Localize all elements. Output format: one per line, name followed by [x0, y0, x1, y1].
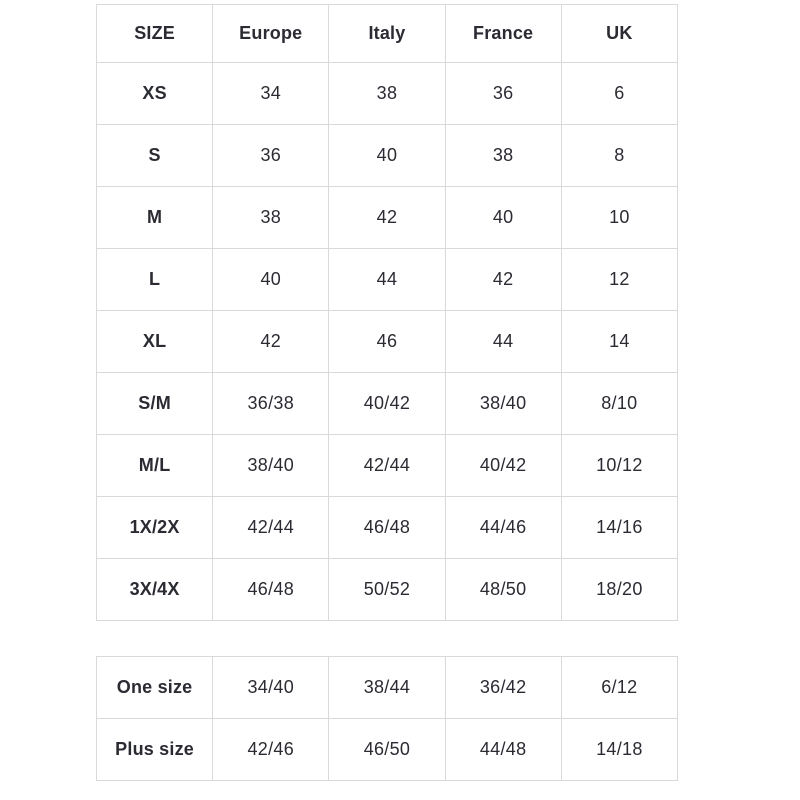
size-value-cell: 34/40 [213, 657, 329, 719]
table-row [97, 187, 678, 249]
size-value-cell: 38 [445, 125, 561, 187]
size-value-cell: 38/40 [445, 373, 561, 435]
size-value-cell: 46/50 [329, 719, 445, 781]
size-value-cell: 36 [445, 63, 561, 125]
size-value-cell: 44 [445, 311, 561, 373]
row-label: L [97, 249, 213, 311]
size-value-cell: 40 [213, 249, 329, 311]
size-value-cell: 38/40 [213, 435, 329, 497]
table-row [97, 373, 678, 435]
row-label: S/M [97, 373, 213, 435]
size-value-cell: 38 [213, 187, 329, 249]
size-conversion-table-main [96, 4, 678, 621]
size-value-cell: 14/18 [561, 719, 677, 781]
column-header-italy: Italy [329, 5, 445, 63]
size-value-cell: 44/48 [445, 719, 561, 781]
size-value-cell: 6/12 [561, 657, 677, 719]
tables-gap [96, 621, 800, 656]
row-label: One size [97, 657, 213, 719]
size-conversion-table-extra [96, 656, 678, 781]
size-value-cell: 18/20 [561, 559, 677, 621]
size-value-cell: 12 [561, 249, 677, 311]
size-value-cell: 42/44 [213, 497, 329, 559]
row-label: XL [97, 311, 213, 373]
column-header-france: France [445, 5, 561, 63]
column-header-size: SIZE [97, 5, 213, 63]
row-label: 3X/4X [97, 559, 213, 621]
table-row [97, 435, 678, 497]
row-label: M/L [97, 435, 213, 497]
size-value-cell: 48/50 [445, 559, 561, 621]
size-value-cell: 42/44 [329, 435, 445, 497]
extra-size-table-body [97, 657, 678, 781]
column-header-europe: Europe [213, 5, 329, 63]
size-value-cell: 36/42 [445, 657, 561, 719]
column-header-uk: UK [561, 5, 677, 63]
size-value-cell: 40 [329, 125, 445, 187]
size-value-cell: 40/42 [445, 435, 561, 497]
size-value-cell: 42/46 [213, 719, 329, 781]
table-row [97, 249, 678, 311]
table-row [97, 125, 678, 187]
size-value-cell: 50/52 [329, 559, 445, 621]
size-value-cell: 14 [561, 311, 677, 373]
size-value-cell: 8 [561, 125, 677, 187]
size-value-cell: 44/46 [445, 497, 561, 559]
size-value-cell: 8/10 [561, 373, 677, 435]
size-value-cell: 46/48 [213, 559, 329, 621]
table-row [97, 719, 678, 781]
size-value-cell: 38/44 [329, 657, 445, 719]
row-label: 1X/2X [97, 497, 213, 559]
size-value-cell: 46 [329, 311, 445, 373]
header-row [97, 5, 678, 63]
table-row [97, 497, 678, 559]
row-label: S [97, 125, 213, 187]
row-label: Plus size [97, 719, 213, 781]
size-value-cell: 46/48 [329, 497, 445, 559]
table-row [97, 311, 678, 373]
size-value-cell: 36 [213, 125, 329, 187]
row-label: M [97, 187, 213, 249]
size-value-cell: 42 [213, 311, 329, 373]
size-value-cell: 14/16 [561, 497, 677, 559]
table-row [97, 657, 678, 719]
size-value-cell: 36/38 [213, 373, 329, 435]
size-value-cell: 42 [445, 249, 561, 311]
size-value-cell: 44 [329, 249, 445, 311]
size-value-cell: 40/42 [329, 373, 445, 435]
size-value-cell: 10/12 [561, 435, 677, 497]
size-table-body [97, 63, 678, 621]
size-value-cell: 10 [561, 187, 677, 249]
table-row [97, 559, 678, 621]
size-table-header [97, 5, 678, 63]
size-value-cell: 6 [561, 63, 677, 125]
size-value-cell: 38 [329, 63, 445, 125]
size-value-cell: 40 [445, 187, 561, 249]
table-row [97, 63, 678, 125]
size-value-cell: 42 [329, 187, 445, 249]
size-value-cell: 34 [213, 63, 329, 125]
row-label: XS [97, 63, 213, 125]
